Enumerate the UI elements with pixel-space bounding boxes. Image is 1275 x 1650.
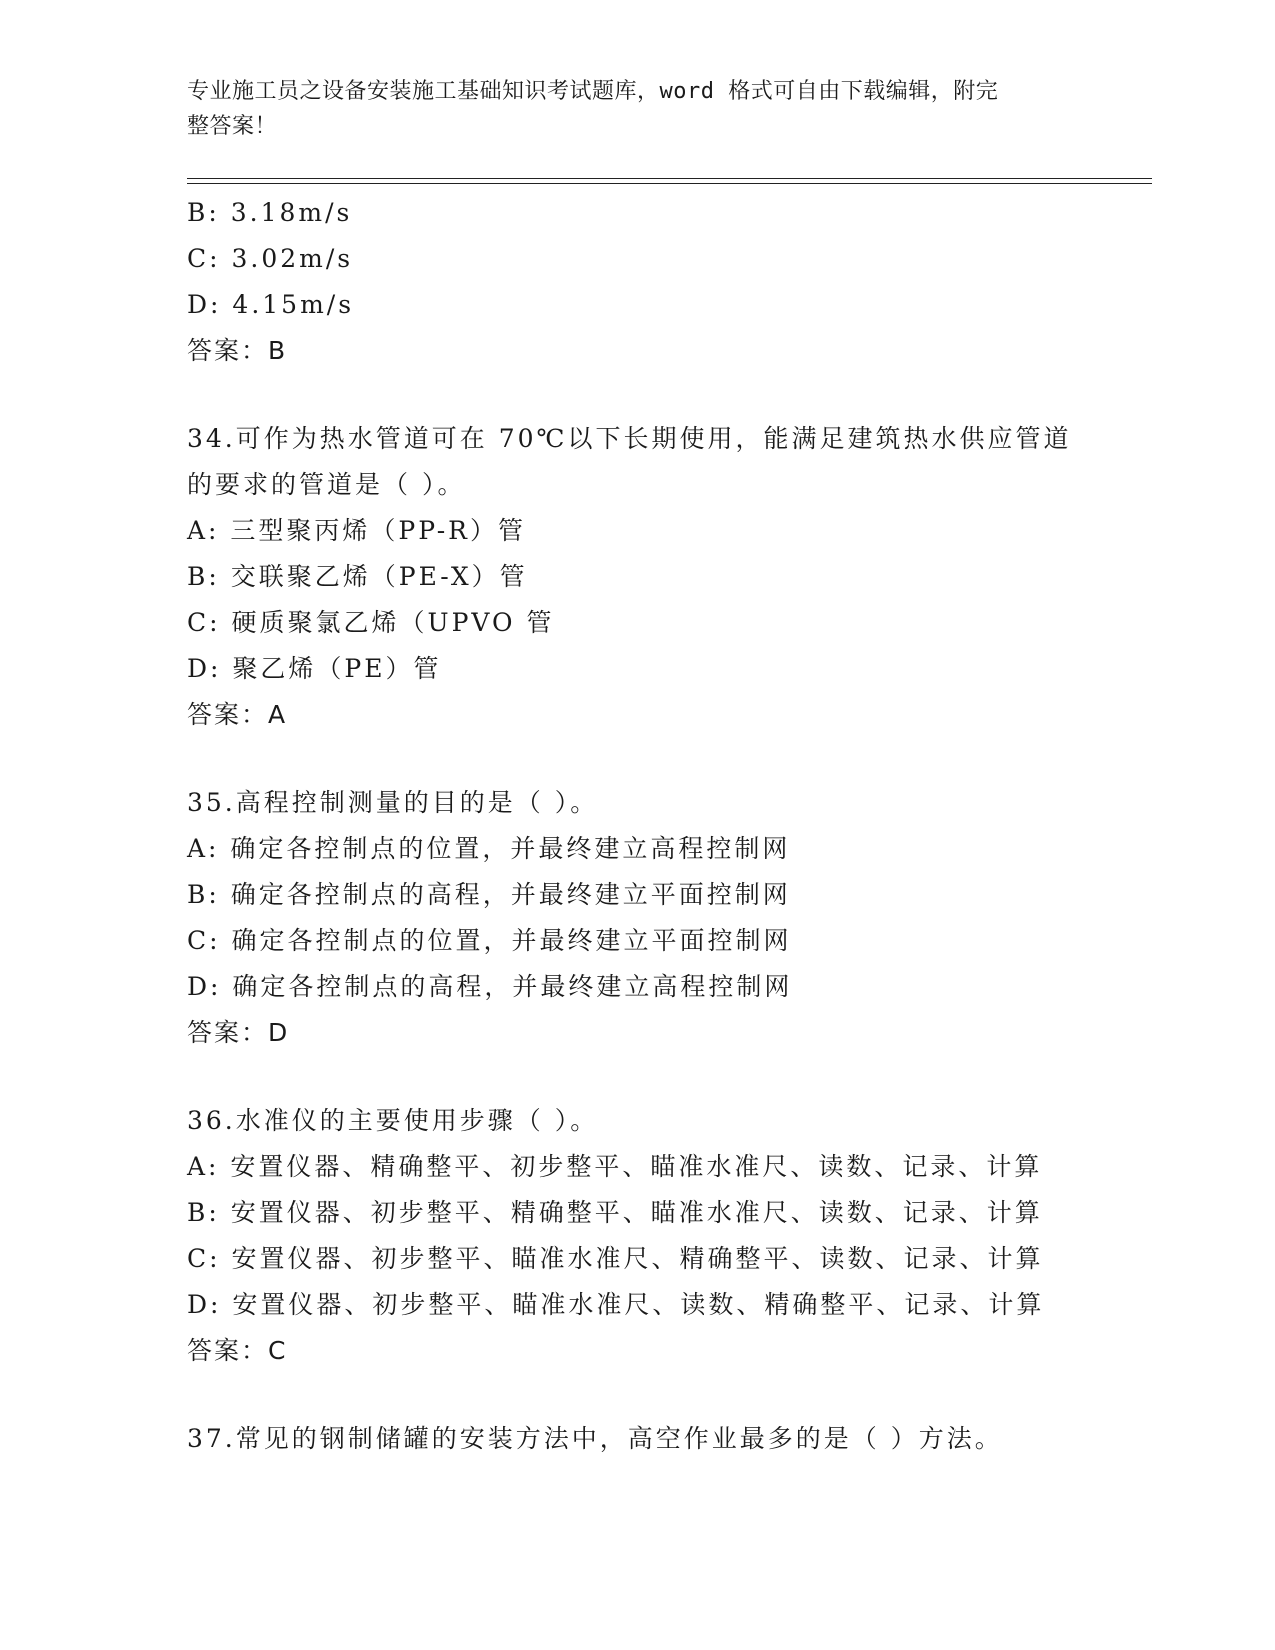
answer: 答案：B: [187, 336, 288, 365]
header-divider-bottom: [187, 183, 1152, 184]
option-c: C: 确定各控制点的位置，并最终建立平面控制网: [187, 926, 792, 955]
spacer: [187, 1056, 1147, 1098]
answer: 答案：C: [187, 1336, 288, 1365]
question-title: 37.常见的钢制储罐的安装方法中，高空作业最多的是（ ）方法。: [187, 1424, 1003, 1453]
option-a: A: 安置仪器、精确整平、初步整平、瞄准水准尺、读数、记录、计算: [187, 1152, 1043, 1181]
option-b: B: 确定各控制点的高程，并最终建立平面控制网: [187, 880, 791, 909]
document-header: [187, 74, 1067, 144]
question-title-line-2: 的要求的管道是（ ）。: [187, 470, 466, 499]
option-d: D: 确定各控制点的高程，并最终建立高程控制网: [187, 972, 793, 1001]
spacer: [187, 374, 1147, 416]
option-a: A: 确定各控制点的位置，并最终建立高程控制网: [187, 834, 791, 863]
question-37: [187, 1416, 1147, 1462]
header-line-1: 专业施工员之设备安装施工基础知识考试题库，word 格式可自由下载编辑，附完: [187, 79, 999, 104]
option-a: A: 三型聚丙烯（PP-R）管: [187, 516, 526, 545]
question-list: [187, 190, 1147, 1462]
spacer: [187, 738, 1147, 780]
option-b: B: 安置仪器、初步整平、精确整平、瞄准水准尺、读数、记录、计算: [187, 1198, 1043, 1227]
spacer: [187, 1374, 1147, 1416]
header-divider-top: [187, 178, 1152, 179]
option-b: B: 3.18m/s: [187, 198, 353, 227]
option-c: C: 3.02m/s: [187, 244, 354, 273]
option-d: D: 安置仪器、初步整平、瞄准水准尺、读数、精确整平、记录、计算: [187, 1290, 1045, 1319]
question-33-tail: [187, 190, 1147, 374]
question-title-line-1: 34.可作为热水管道可在 70℃以下长期使用，能满足建筑热水供应管道: [187, 424, 1072, 453]
option-c: C: 安置仪器、初步整平、瞄准水准尺、精确整平、读数、记录、计算: [187, 1244, 1044, 1273]
header-line-2: 整答案！: [187, 114, 278, 139]
question-title: 35.高程控制测量的目的是（ ）。: [187, 788, 599, 817]
question-36: [187, 1098, 1147, 1374]
question-title: 36.水准仪的主要使用步骤（ ）。: [187, 1106, 599, 1135]
option-c: C: 硬质聚氯乙烯（UPVO 管: [187, 608, 555, 637]
answer: 答案：A: [187, 700, 288, 729]
option-b: B: 交联聚乙烯（PE-X）管: [187, 562, 528, 591]
option-d: D: 4.15m/s: [187, 290, 355, 319]
answer: 答案：D: [187, 1018, 290, 1047]
question-35: [187, 780, 1147, 1056]
option-d: D: 聚乙烯（PE）管: [187, 654, 442, 683]
question-34: [187, 416, 1147, 738]
